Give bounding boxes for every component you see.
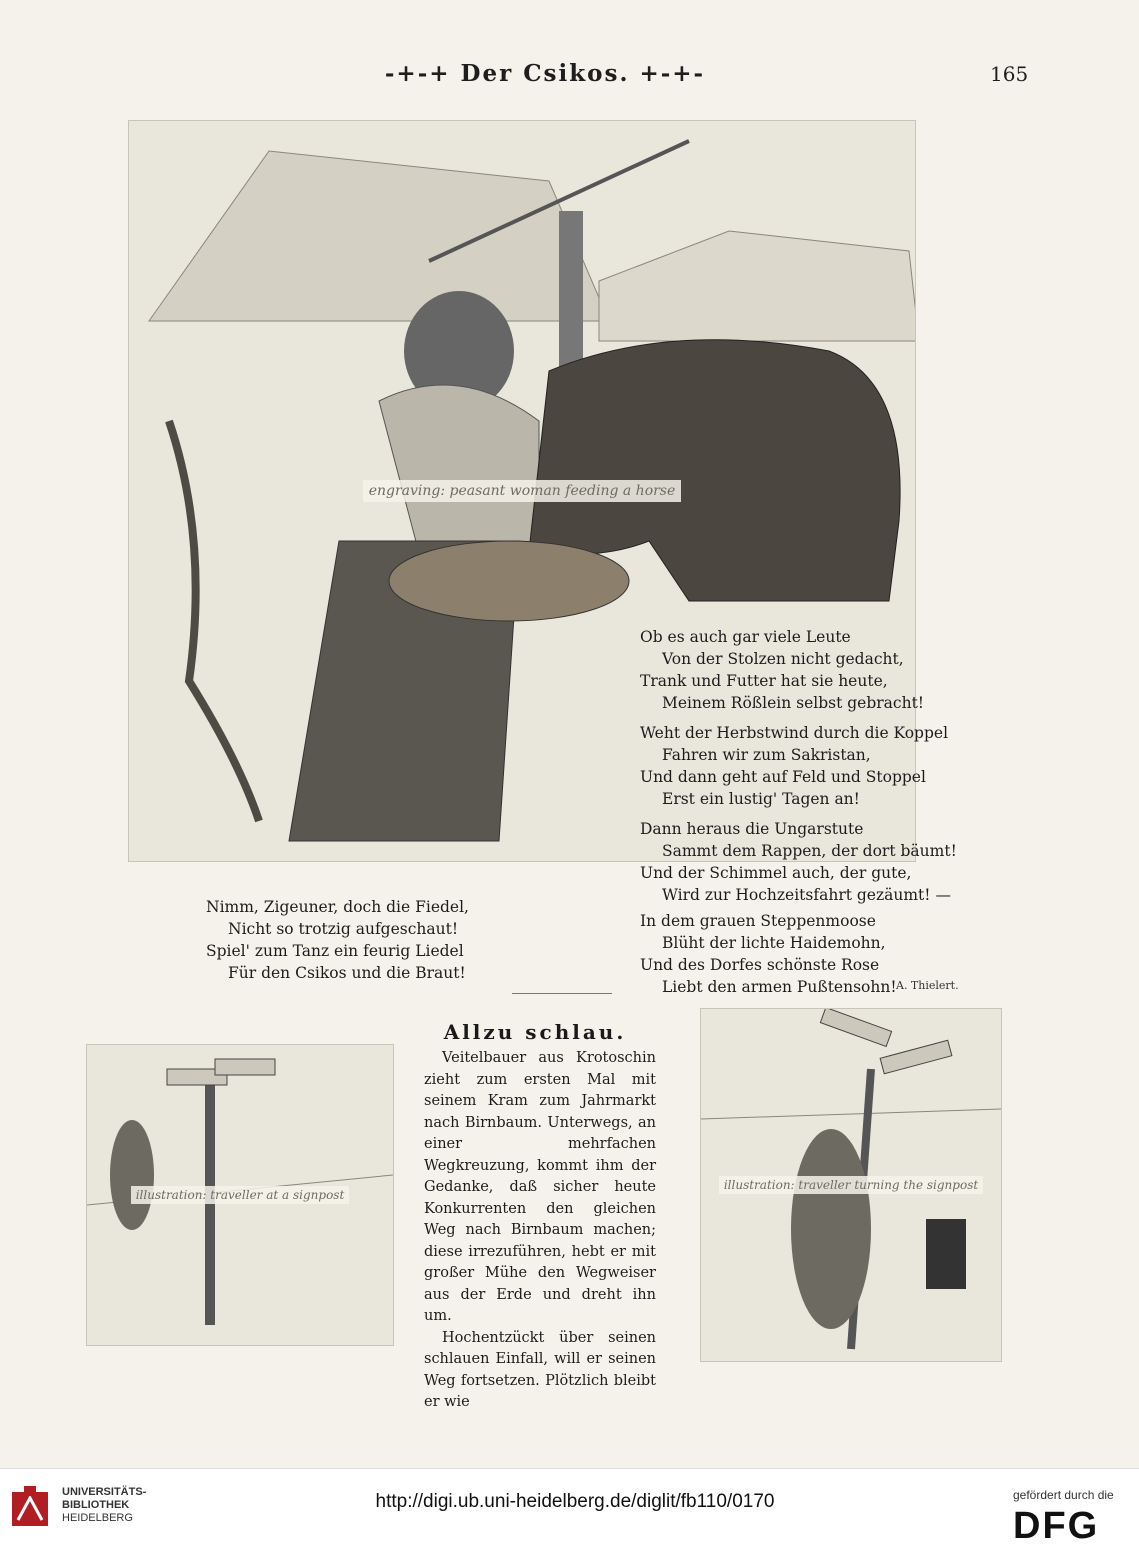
poem-signature: A. Thielert. bbox=[896, 979, 959, 992]
poem-line: Fahren wir zum Sakristan, bbox=[662, 746, 871, 764]
library-name bbox=[62, 1486, 146, 1525]
poem-line: Für den Csikos und die Braut! bbox=[228, 964, 466, 982]
right-illustration-caption: illustration: traveller turning the signpost bbox=[719, 1176, 983, 1194]
story-paragraph: Hochentzückt über seinen schlauen Einfall, will er seinen Weg fortsetzen. Plötzlich bleibt er wie bbox=[424, 1329, 656, 1410]
story-title: Allzu schlau. bbox=[443, 1020, 627, 1044]
poem-line: Und des Dorfes schönste Rose bbox=[640, 956, 880, 974]
poem-line: Wird zur Hochzeitsfahrt gezäumt! — bbox=[662, 886, 951, 904]
library-logo-icon bbox=[10, 1484, 50, 1530]
section-divider bbox=[512, 993, 612, 994]
left-illustration-caption: illustration: traveller at a signpost bbox=[131, 1186, 350, 1204]
poem-line: Und der Schimmel auch, der gute, bbox=[640, 864, 912, 882]
main-illustration-caption: engraving: peasant woman feeding a horse bbox=[363, 480, 682, 502]
poem-line: Erst ein lustig' Tagen an! bbox=[662, 790, 860, 808]
page-number: 165 bbox=[990, 62, 1029, 86]
permalink-url[interactable]: http://digi.ub.uni-heidelberg.de/diglit/fb110/0170 bbox=[375, 1491, 775, 1512]
poem-line: Nicht so trotzig aufgeschaut! bbox=[228, 920, 459, 938]
poem-line: Trank und Futter hat sie heute, bbox=[640, 672, 888, 690]
poem-stanza-4 bbox=[640, 818, 957, 906]
right-illustration bbox=[700, 1008, 1002, 1362]
dfg-logo: DFG bbox=[1013, 1505, 1100, 1547]
story-text bbox=[424, 1048, 656, 1414]
poem-line: Nimm, Zigeuner, doch die Fiedel, bbox=[206, 898, 469, 916]
poem-line: Ob es auch gar viele Leute bbox=[640, 628, 851, 646]
poem-line: In dem grauen Steppenmoose bbox=[640, 912, 876, 930]
poem-line: Von der Stolzen nicht gedacht, bbox=[662, 650, 904, 668]
poem-line: Weht der Herbstwind durch die Koppel bbox=[640, 724, 949, 742]
story-paragraph: Veitelbauer aus Krotoschin zieht zum ersten Mal mit seinem Kram zum Jahrmarkt nach Birnbaum. Unterwegs, an einer mehrfachen Wegkreuzung, kommt ihm der Gedanke, daß sicher heute Konkurrenten den gleichen Weg nach Birnbaum machen; diese irrezuführen, hebt er mit großer Mühe den Wegweiser aus der Erde und dreht ihn um. bbox=[424, 1050, 656, 1324]
running-header: -+-+ Der Csikos. +-+- bbox=[384, 60, 706, 87]
poem-line: Spiel' zum Tanz ein feurig Liedel bbox=[206, 942, 464, 960]
poem-stanza-2 bbox=[640, 626, 924, 714]
poem-line: Blüht der lichte Haidemohn, bbox=[662, 934, 886, 952]
library-name-line: HEIDELBERG bbox=[62, 1512, 133, 1524]
poem-stanza-3 bbox=[640, 722, 948, 810]
poem-line: Dann heraus die Ungarstute bbox=[640, 820, 864, 838]
library-name-line: UNIVERSITÄTS- bbox=[62, 1486, 147, 1498]
poem-line: Sammt dem Rappen, der dort bäumt! bbox=[662, 842, 957, 860]
funding-note: gefördert durch die bbox=[1013, 1488, 1114, 1502]
library-name-line: BIBLIOTHEK bbox=[62, 1499, 130, 1511]
poem-stanza-5 bbox=[640, 910, 897, 998]
poem-line: Liebt den armen Pußtensohn! bbox=[662, 978, 897, 996]
poem-line: Meinem Rößlein selbst gebracht! bbox=[662, 694, 925, 712]
left-illustration bbox=[86, 1044, 394, 1346]
poem-line: Und dann geht auf Feld und Stoppel bbox=[640, 768, 926, 786]
poem-stanza-1 bbox=[206, 896, 469, 984]
